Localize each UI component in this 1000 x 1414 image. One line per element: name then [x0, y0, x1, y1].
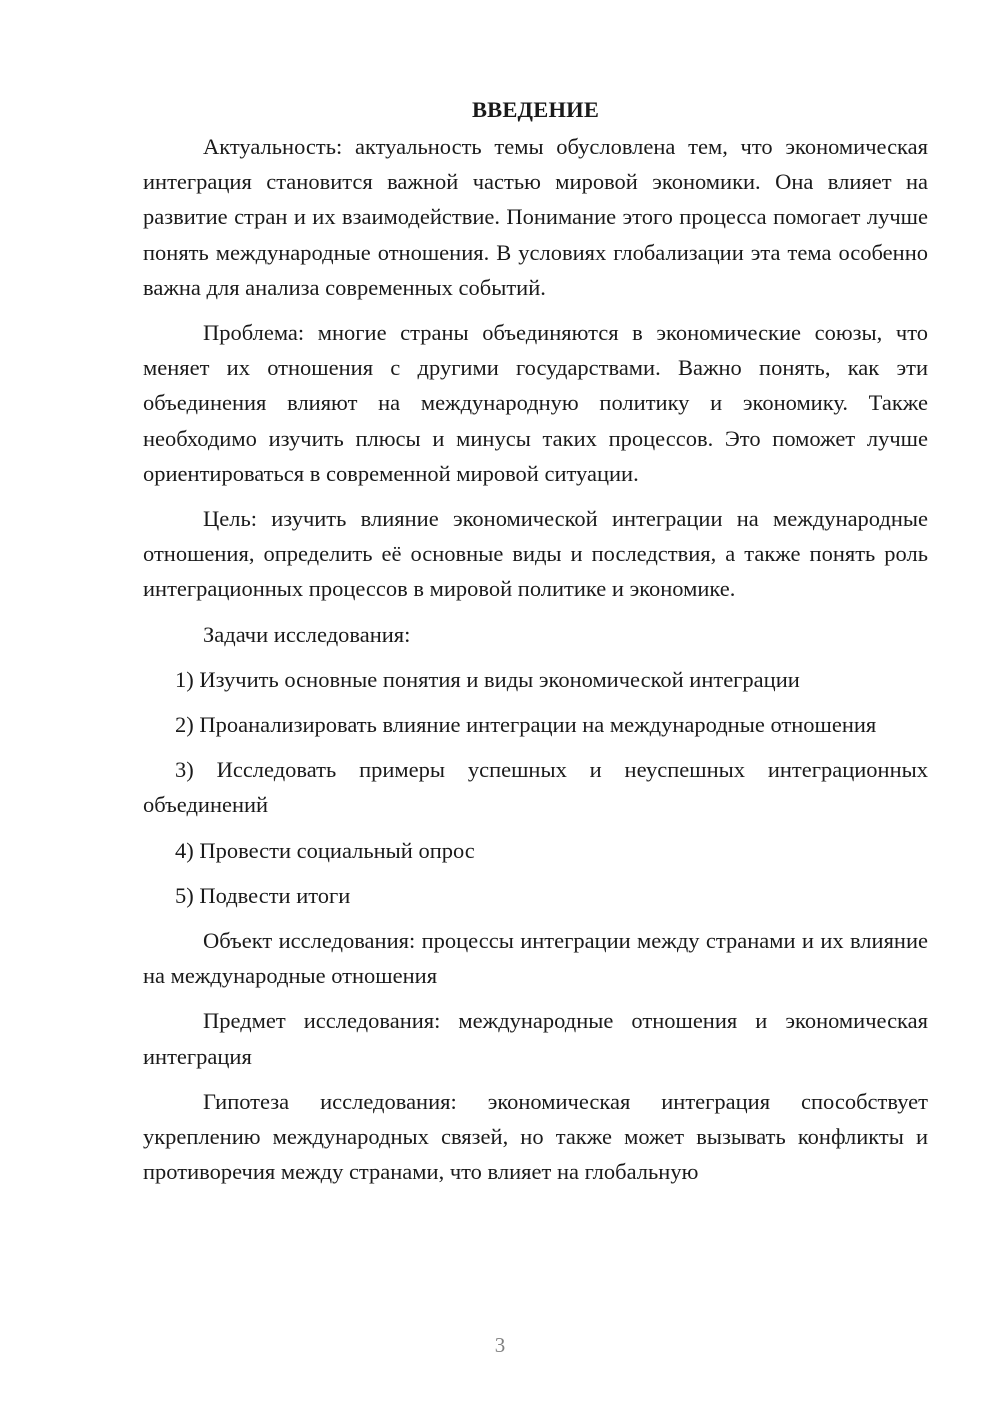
paragraph-relevance: Актуальность: актуальность темы обусловлена тем, что экономическая интеграция становится важной частью мировой экономики. Она влияет на развитие стран и их взаимодействие. Понимание этого процесса помогает лучше понять международные отношения. В условиях глобализации эта тема особенно важна для анализа современных событий. [143, 134, 928, 300]
paragraph-goal: Цель: изучить влияние экономической интеграции на международные отношения, определить её основные виды и последствия, а также понять роль интеграционных процессов в мировой политике и экономике. [143, 506, 928, 602]
paragraph-problem: Проблема: многие страны объединяются в экономические союзы, что меняет их отношения с другими государствами. Важно понять, как эти объединения влияют на международную политику и экономику. Также необходимо изучить плюсы и минусы таких процессов. Это поможет лучше ориентироваться в современной мировой ситуации. [143, 320, 928, 486]
task-item-3: 3) Исследовать примеры успешных и неуспешных интеграционных объединений [143, 757, 928, 818]
paragraph-tasks-heading: Задачи исследования: [203, 621, 411, 647]
paragraph-subject: Предмет исследования: международные отношения и экономическая интеграция [143, 1008, 928, 1069]
task-item-5: 5) Подвести итоги [175, 882, 351, 908]
task-item-1: 1) Изучить основные понятия и виды экономической интеграции [175, 666, 800, 692]
paragraph-hypothesis: Гипотеза исследования: экономическая интеграция способствует укреплению международных связей, но также может вызывать конфликты и противоречия между странами, что влияет на глобальную [143, 1088, 928, 1185]
task-item-2: 2) Проанализировать влияние интеграции на международные отношения [175, 712, 877, 738]
page-number: 3 [494, 1333, 506, 1357]
page-content [143, 92, 928, 1189]
paragraph-object: Объект исследования: процессы интеграции между странами и их влияние на международные отношения [143, 928, 928, 989]
task-item-4: 4) Провести социальный опрос [175, 837, 475, 863]
section-title: ВВЕДЕНИЕ [471, 97, 600, 122]
